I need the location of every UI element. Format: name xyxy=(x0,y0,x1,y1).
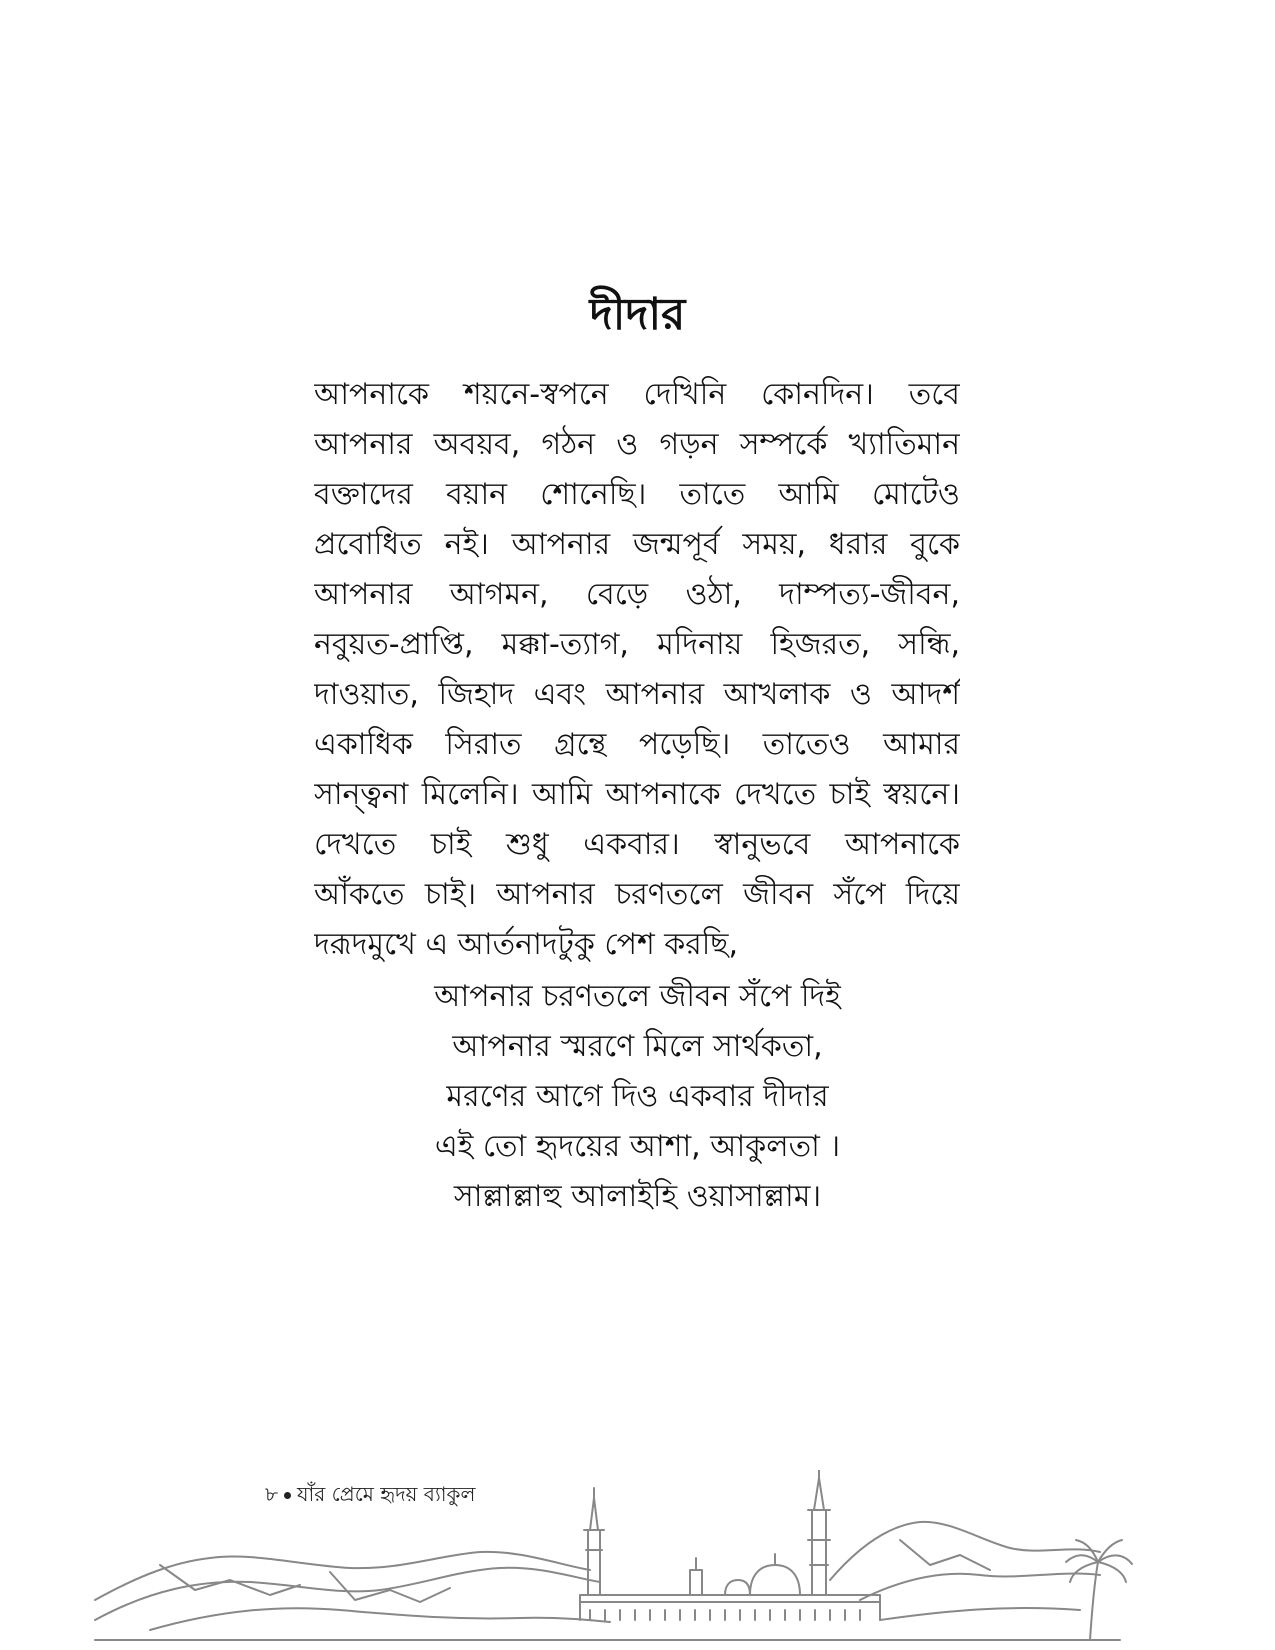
prose-line: দেখতে চাই শুধু একবার। স্বানুভবে আপনাকে xyxy=(314,827,960,862)
page-number: ৮ xyxy=(265,1482,278,1506)
chapter-title: দীদার xyxy=(589,289,686,340)
prose-line: আপনার আগমন, বেড়ে ওঠা, দাম্পত্য-জীবন, xyxy=(314,577,960,612)
running-book-title: যাঁর প্রেমে হৃদয় ব্যাকুল xyxy=(296,1482,476,1506)
prose-line: নবুয়ত-প্রাপ্তি, মক্কা-ত্যাগ, মদিনায় হিজরত, সন্ধি, xyxy=(314,627,960,662)
poem-line: আপনার চরণতলে জীবন সঁপে দিই xyxy=(434,979,841,1014)
prose-line: দরূদমুখে এ আর্তনাদটুকু পেশ করছি, xyxy=(314,927,739,962)
prose-line: একাধিক সিরাত গ্রন্থে পড়েছি। তাতেও আমার xyxy=(314,727,960,762)
prose-line: আপনাকে শয়নে-স্বপনে দেখিনি কোনদিন। তবে xyxy=(314,377,960,412)
prose-line: আঁকতে চাই। আপনার চরণতলে জীবন সঁপে দিয়ে xyxy=(314,877,960,912)
prose-line: সান্ত্বনা মিলেনি। আমি আপনাকে দেখতে চাই স্বয়নে। xyxy=(314,777,960,812)
poem-line: মরণের আগে দিও একবার দীদার xyxy=(446,1079,829,1114)
poem-line: সাল্লাল্লাহু আলাইহি ওয়াসাল্লাম। xyxy=(453,1179,822,1214)
prose-paragraph xyxy=(314,370,960,970)
mosque-skyline-illustration xyxy=(0,1470,1275,1650)
prose-line: প্রবোধিত নই। আপনার জন্মপূর্ব সময়, ধরার বুকে xyxy=(314,527,960,562)
poem-line: আপনার স্মরণে মিলে সার্থকতা, xyxy=(452,1029,823,1064)
poem-verse xyxy=(0,972,1275,1222)
prose-line: বক্তাদের বয়ান শোনেছি। তাতে আমি মোটেও xyxy=(314,477,960,512)
poem-line: এই তো হৃদয়ের আশা, আকুলতা । xyxy=(434,1129,841,1164)
prose-line: দাওয়াত, জিহাদ এবং আপনার আখলাক ও আদর্শ xyxy=(314,677,960,712)
prose-line: আপনার অবয়ব, গঠন ও গড়ন সম্পর্কে খ্যাতিমান xyxy=(314,427,960,462)
